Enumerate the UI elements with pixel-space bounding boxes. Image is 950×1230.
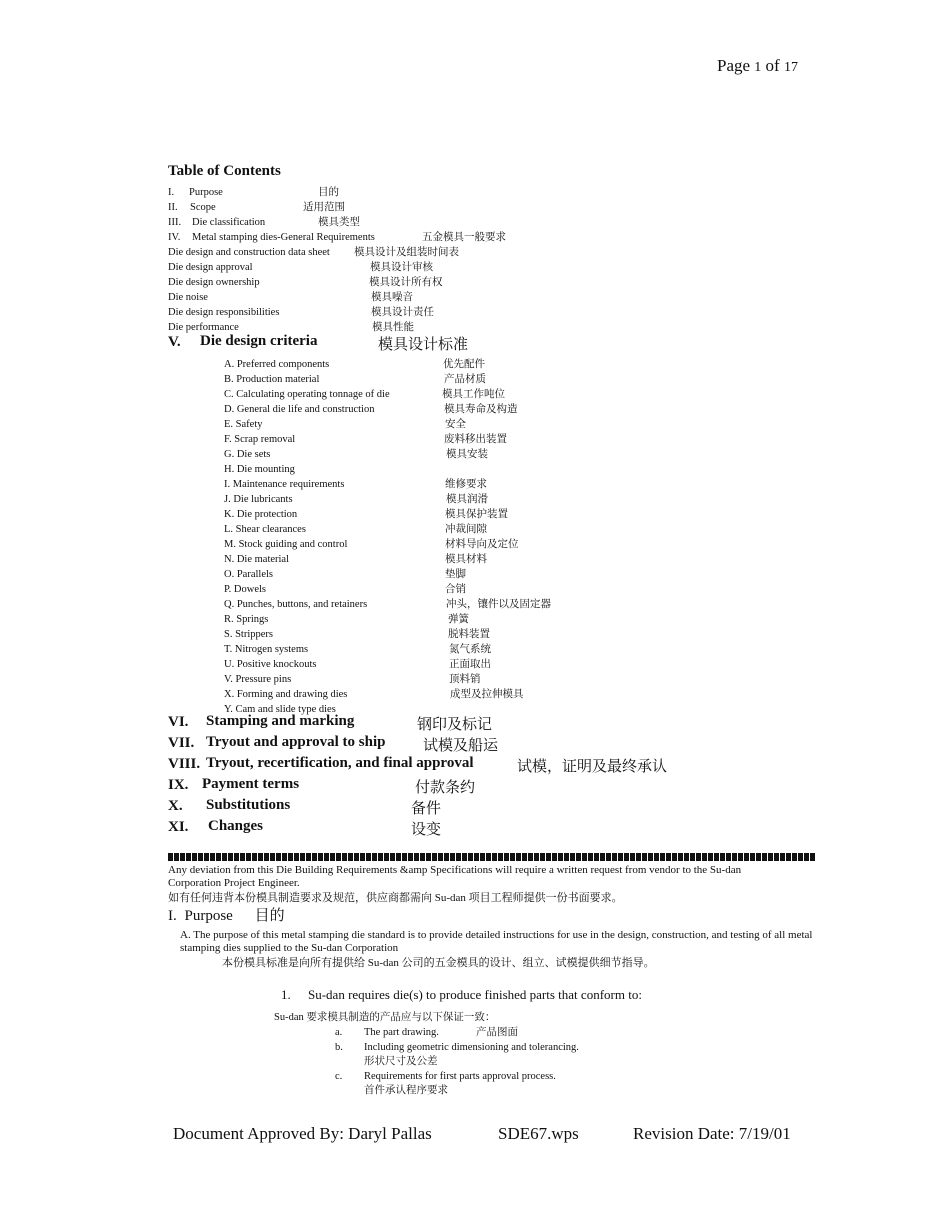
- criteria-cn: 合销: [445, 584, 466, 595]
- criteria-label: G. Die sets: [224, 449, 271, 460]
- requirement-sub-c: [335, 1069, 556, 1084]
- purpose-paragraph-cn: 本份模具标准是向所有提供给 Su-dan 公司的五金模具的设计、组立、试模提供细节指导。: [222, 957, 655, 969]
- toc-item-purpose[interactable]: [168, 185, 339, 200]
- deviation-note: Any deviation from this Die Building Requirements &amp Specifications will require a written request from vendor to the Su-dan Corporation Project Engineer.: [168, 864, 742, 889]
- toc-subitem[interactable]: [168, 245, 459, 260]
- toc-subitem[interactable]: [168, 290, 413, 305]
- sub-letter: a.: [335, 1027, 343, 1038]
- section-num: I.: [168, 908, 177, 924]
- toc-item-design-criteria[interactable]: [168, 333, 469, 353]
- design-criteria-item[interactable]: [224, 567, 466, 582]
- design-criteria-item[interactable]: [224, 552, 487, 567]
- toc-num: V.: [168, 334, 181, 350]
- design-criteria-item[interactable]: [224, 507, 508, 522]
- toc-label: Die classification: [192, 217, 266, 228]
- toc-cn: 模具噪音: [371, 292, 413, 303]
- toc-num: III.: [168, 217, 182, 228]
- sub-letter: c.: [335, 1071, 343, 1082]
- requirement-sub-b-cn: 形状尺寸及公差: [364, 1056, 438, 1067]
- design-criteria-item[interactable]: [224, 612, 469, 627]
- toc-num: IV.: [168, 232, 181, 243]
- toc-label: Die design and construction data sheet: [168, 247, 330, 258]
- criteria-label: K. Die protection: [224, 509, 298, 520]
- toc-subitem[interactable]: [168, 260, 433, 275]
- toc-cn: 试模，证明及最终承认: [517, 759, 668, 775]
- toc-num: I.: [168, 187, 175, 198]
- toc-label: Die performance: [168, 322, 239, 333]
- page-total: 17: [783, 60, 798, 75]
- requirement-item-1: [281, 987, 642, 1003]
- toc-cn: 模具类型: [318, 217, 360, 228]
- toc-label: Substitutions: [206, 797, 291, 813]
- criteria-label: D. General die life and construction: [224, 404, 375, 415]
- design-criteria-item[interactable]: [224, 687, 524, 702]
- toc-item-die-classification[interactable]: [168, 215, 360, 230]
- criteria-cn: 模具润滑: [446, 494, 488, 505]
- toc-num: VI.: [168, 714, 189, 730]
- toc-label: Die design approval: [168, 262, 253, 273]
- design-criteria-item[interactable]: [224, 447, 488, 462]
- design-criteria-item[interactable]: [224, 477, 487, 492]
- criteria-cn: 安全: [445, 419, 466, 430]
- toc-label: Die design responsibilities: [168, 307, 280, 318]
- item-num: 1.: [281, 987, 291, 1002]
- design-criteria-item[interactable]: [224, 357, 485, 372]
- toc-label: Purpose: [189, 187, 223, 198]
- toc-label: Die design criteria: [200, 333, 318, 349]
- page-word: Page: [717, 56, 751, 75]
- criteria-cn: 冲头，镶件以及固定器: [446, 599, 551, 610]
- criteria-cn: 模具寿命及构造: [444, 404, 518, 415]
- design-criteria-item[interactable]: [224, 432, 507, 447]
- toc-num: II.: [168, 202, 178, 213]
- criteria-label: F. Scrap removal: [224, 434, 296, 445]
- toc-cn: 模具设计标准: [378, 337, 469, 353]
- criteria-label: U. Positive knockouts: [224, 659, 317, 670]
- criteria-label: N. Die material: [224, 554, 290, 565]
- toc-cn: 模具设计审核: [370, 262, 433, 273]
- toc-label: Payment terms: [202, 776, 300, 792]
- toc-num: VII.: [168, 735, 195, 751]
- toc-label: Tryout and approval to ship: [206, 734, 386, 750]
- toc-title: Table of Contents: [168, 163, 281, 179]
- criteria-label: P. Dowels: [224, 584, 267, 595]
- design-criteria-item[interactable]: [224, 537, 519, 552]
- sub-text: Requirements for first parts approval process.: [364, 1071, 556, 1082]
- design-criteria-item[interactable]: [224, 387, 505, 402]
- toc-major-item[interactable]: [168, 818, 442, 838]
- toc-cn: 模具设计责任: [371, 307, 434, 318]
- toc-item-scope[interactable]: [168, 200, 345, 215]
- toc-major-item[interactable]: [168, 713, 493, 733]
- toc-label: Die noise: [168, 292, 208, 303]
- toc-num: XI.: [168, 819, 189, 835]
- purpose-paragraph: A. The purpose of this metal stamping die standard is to provide detailed instructions for use in the design, construction, and testing of all metal stamping dies supplied to the Su-dan Corporation: [180, 929, 813, 954]
- toc-label: Changes: [208, 818, 264, 834]
- criteria-label: Q. Punches, buttons, and retainers: [224, 599, 368, 610]
- toc-num: X.: [168, 798, 183, 814]
- design-criteria-item[interactable]: [224, 522, 487, 537]
- criteria-cn: 脱料装置: [448, 629, 490, 640]
- toc-subitem[interactable]: [168, 275, 443, 290]
- criteria-label: M. Stock guiding and control: [224, 539, 348, 550]
- criteria-cn: 顶料销: [449, 674, 481, 685]
- design-criteria-item[interactable]: [224, 372, 486, 387]
- requirement-sub-c-cn: 首件承认程序要求: [364, 1085, 448, 1096]
- toc-cn: 试模及船运: [423, 738, 499, 754]
- design-criteria-item[interactable]: [224, 672, 481, 687]
- design-criteria-item[interactable]: [224, 492, 488, 507]
- page-current: 1: [754, 60, 762, 75]
- toc-major-item[interactable]: [168, 797, 442, 817]
- design-criteria-item[interactable]: [224, 642, 491, 657]
- toc-subitem[interactable]: [168, 305, 434, 320]
- design-criteria-item[interactable]: [224, 417, 466, 432]
- toc-cn: 目的: [318, 187, 339, 198]
- toc-cn: 钢印及标记: [417, 717, 493, 733]
- criteria-label: I. Maintenance requirements: [224, 479, 345, 490]
- criteria-label: H. Die mounting: [224, 464, 295, 475]
- criteria-cn: 材料导向及定位: [445, 539, 519, 550]
- design-criteria-item[interactable]: [224, 597, 551, 612]
- criteria-cn: 正面取出: [449, 659, 491, 670]
- criteria-cn: 垫脚: [445, 569, 466, 580]
- page-number: [717, 56, 798, 76]
- criteria-label: Y. Cam and slide type dies: [224, 704, 336, 715]
- deviation-note-cn: 如有任何违背本份模具制造要求及规范，供应商都需向 Su-dan 项目工程师提供一份书面要求。: [168, 892, 623, 904]
- sub-letter: b.: [335, 1042, 343, 1053]
- criteria-label: T. Nitrogen systems: [224, 644, 309, 655]
- criteria-cn: 产品材质: [444, 374, 486, 385]
- toc-cn: 模具设计所有权: [369, 277, 443, 288]
- toc-label: Tryout, recertification, and final approval: [206, 755, 474, 771]
- toc-cn: 备件: [411, 801, 442, 817]
- requirement-item-1-cn: Su-dan 要求模具制造的产品应与以下保证一致：: [274, 1012, 496, 1023]
- criteria-label: C. Calculating operating tonnage of die: [224, 389, 390, 400]
- criteria-cn: 模具保护装置: [445, 509, 508, 520]
- criteria-cn: 模具材料: [445, 554, 487, 565]
- toc-label: Stamping and marking: [206, 713, 355, 729]
- criteria-cn: 模具工作吨位: [442, 389, 505, 400]
- sub-cn: 产品图面: [476, 1027, 518, 1038]
- criteria-label: R. Springs: [224, 614, 269, 625]
- toc-label: Scope: [190, 202, 216, 213]
- section-label: Purpose: [184, 908, 233, 924]
- design-criteria-item[interactable]: [224, 582, 466, 597]
- toc-cn: 模具设计及组装时间表: [354, 247, 459, 258]
- criteria-label: S. Strippers: [224, 629, 274, 640]
- requirement-sub-a: [335, 1025, 518, 1040]
- criteria-cn: 维修要求: [445, 479, 487, 490]
- criteria-cn: 氮气系统: [449, 644, 491, 655]
- toc-num: IX.: [168, 777, 189, 793]
- toc-label: Metal stamping dies-General Requirements: [192, 232, 375, 243]
- criteria-cn: 冲裁间隙: [445, 524, 487, 535]
- toc-num: VIII.: [168, 756, 201, 772]
- criteria-cn: 模具安装: [446, 449, 488, 460]
- toc-major-item[interactable]: [168, 776, 476, 796]
- criteria-label: B. Production material: [224, 374, 320, 385]
- toc-cn: 设变: [411, 822, 442, 838]
- criteria-label: X. Forming and drawing dies: [224, 689, 348, 700]
- footer-revision-date: Revision Date: 7/19/01: [633, 1124, 791, 1143]
- criteria-label: A. Preferred components: [224, 359, 330, 370]
- criteria-label: L. Shear clearances: [224, 524, 306, 535]
- design-criteria-item[interactable]: [224, 627, 490, 642]
- criteria-label: V. Pressure pins: [224, 674, 292, 685]
- design-criteria-item[interactable]: [224, 657, 491, 672]
- toc-major-item[interactable]: [168, 755, 668, 775]
- item-text: Su-dan requires die(s) to produce finished parts that conform to:: [308, 987, 642, 1002]
- criteria-cn: 成型及拉伸模具: [450, 689, 524, 700]
- toc-cn: 五金模具一般要求: [422, 232, 506, 243]
- toc-cn: 付款条约: [415, 780, 476, 796]
- requirement-sub-b: [335, 1040, 579, 1055]
- design-criteria-item[interactable]: [224, 402, 518, 417]
- toc-item-general-requirements[interactable]: [168, 230, 506, 245]
- design-criteria-item[interactable]: [224, 462, 295, 477]
- toc-label: Die design ownership: [168, 277, 260, 288]
- sub-text: The part drawing.: [364, 1027, 439, 1038]
- section-cn: 目的: [254, 908, 285, 924]
- toc-major-item[interactable]: [168, 734, 499, 754]
- criteria-label: J. Die lubricants: [224, 494, 293, 505]
- section-divider: [168, 853, 816, 861]
- of-word: of: [765, 56, 780, 75]
- footer-filename: SDE67.wps: [498, 1124, 579, 1143]
- section-heading-purpose: [168, 904, 285, 925]
- toc-cn: 适用范围: [303, 202, 345, 213]
- criteria-label: E. Safety: [224, 419, 263, 430]
- sub-text: Including geometric dimensioning and tolerancing.: [364, 1042, 579, 1053]
- footer-approved-by: Document Approved By: Daryl Pallas: [173, 1124, 432, 1143]
- criteria-cn: 弹簧: [448, 614, 469, 625]
- criteria-label: O. Parallels: [224, 569, 273, 580]
- criteria-cn: 废料移出装置: [444, 434, 507, 445]
- toc-cn: 模具性能: [372, 322, 414, 333]
- criteria-cn: 优先配件: [443, 359, 485, 370]
